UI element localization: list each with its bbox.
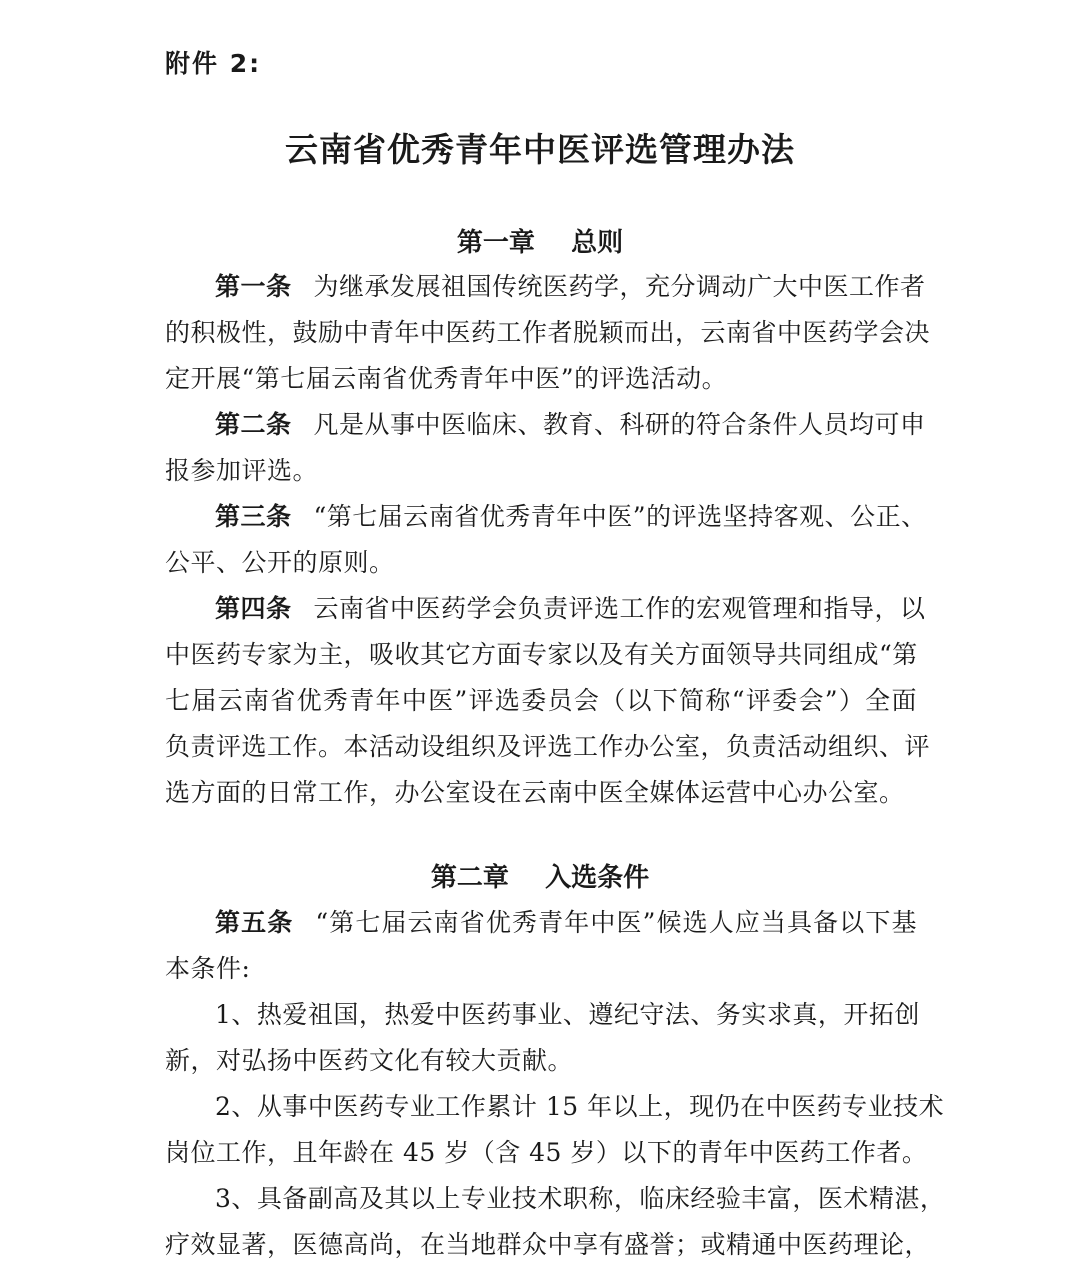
article-4-line-5: 选方面的日常工作，办公室设在云南中医全媒体运营中心办公室。 xyxy=(165,778,905,807)
article-4-line-2: 中医药专家为主，吸收其它方面专家以及有关方面领导共同组成“第 xyxy=(165,640,918,669)
article-5-text-1: “第七届云南省优秀青年中医”候选人应当具备以下基 xyxy=(315,908,917,937)
item-3-line-1: 3、具备副高及其以上专业技术职称，临床经验丰富，医术精湛， xyxy=(215,1184,946,1213)
article-3-text-1: “第七届云南省优秀青年中医”的评选坚持客观、公正、 xyxy=(313,502,927,531)
item-1-line-2: 新，对弘扬中医药文化有较大贡献。 xyxy=(165,1046,574,1075)
article-2-line-1 xyxy=(215,408,926,442)
chapter-1-heading: 第一章 总则 xyxy=(456,228,624,258)
item-3-line-2: 疗效显著，医德高尚，在当地群众中享有盛誉；或精通中医药理论， xyxy=(165,1230,931,1259)
article-4-label: 第四条 xyxy=(215,594,292,623)
article-2-label: 第二条 xyxy=(215,410,292,439)
attachment-label: 附件 2: xyxy=(165,49,262,78)
article-3-line-1 xyxy=(215,500,927,534)
chapter-2-heading: 第二章 入选条件 xyxy=(430,863,650,893)
article-4-line-4: 负责评选工作。本活动设组织及评选工作办公室，负责活动组织、评 xyxy=(165,732,931,761)
article-4-line-1 xyxy=(215,592,926,626)
article-2-line-2: 报参加评选。 xyxy=(165,456,319,485)
article-5-line-1 xyxy=(215,906,917,940)
article-1-line-3: 定开展“第七届云南省优秀青年中医”的评选活动。 xyxy=(165,364,728,393)
article-4-text-1: 云南省中医药学会负责评选工作的宏观管理和指导，以 xyxy=(313,594,926,623)
article-3-label: 第三条 xyxy=(215,502,292,531)
item-2-line-2: 岗位工作，且年龄在 45 岁（含 45 岁）以下的青年中医药工作者。 xyxy=(165,1138,928,1167)
item-2-line-1: 2、从事中医药专业工作累计 15 年以上，现仍在中医药专业技术 xyxy=(215,1092,945,1121)
document-title: 云南省优秀青年中医评选管理办法 xyxy=(285,130,795,169)
article-4-line-3: 七届云南省优秀青年中医”评选委员会（以下简称“评委会”）全面 xyxy=(165,686,917,715)
article-1-text-1: 为继承发展祖国传统医药学，充分调动广大中医工作者 xyxy=(313,272,926,301)
article-1-label: 第一条 xyxy=(215,272,292,301)
article-1-line-2: 的积极性，鼓励中青年中医药工作者脱颖而出，云南省中医药学会决 xyxy=(165,318,931,347)
article-5-label: 第五条 xyxy=(215,908,294,937)
article-2-text-1: 凡是从事中医临床、教育、科研的符合条件人员均可申 xyxy=(313,410,926,439)
item-1-line-1: 1、热爱祖国，热爱中医药事业、遵纪守法、务实求真，开拓创 xyxy=(215,1000,920,1029)
article-5-line-2: 本条件: xyxy=(165,954,251,983)
article-3-line-2: 公平、公开的原则。 xyxy=(165,548,395,577)
article-1-line-1 xyxy=(215,270,926,304)
